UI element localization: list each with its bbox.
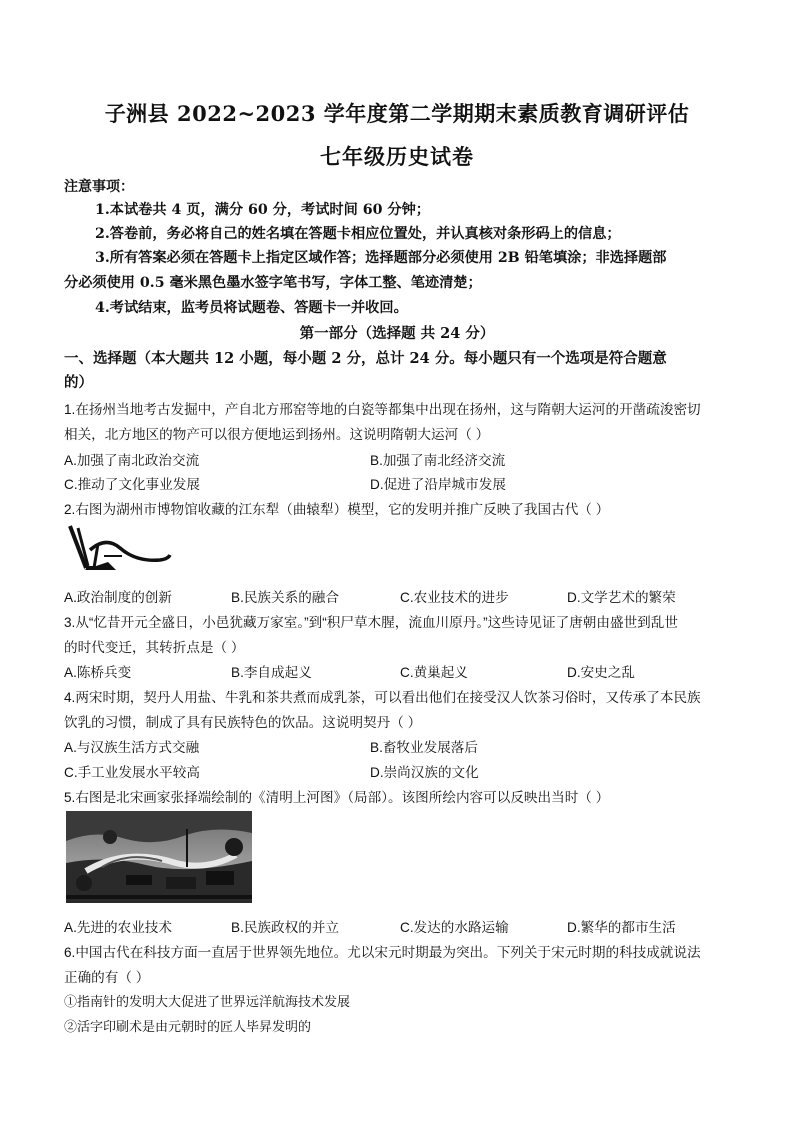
q6-statement-1: ①指南针的发明大大促进了世界远洋航海技术发展 [64,995,351,1010]
q3-option-b: B.李自成起义 [231,665,312,680]
q1-option-b: B.加强了南北经济交流 [370,453,506,468]
q3-stem: 3.从“忆昔开元全盛日，小邑犹藏万家室。”到“积尸草木腥，流血川原丹。”这些诗见证了唐朝由盛世到乱世 [64,615,678,630]
section-instruction-cont: 的） [64,374,93,391]
section-title: 第一部分（选择题 共 24 分） [299,325,495,342]
plough-illustration [64,522,176,576]
note-3: 3.所有答案必须在答题卡上指定区域作答；选择题部分必须使用 2B 铅笔填涂；非选择题部 [95,250,667,266]
q5-option-c: C.发达的水路运输 [400,920,509,935]
q3-option-a: A.陈桥兵变 [64,665,132,680]
note-4: 4.考试结束，监考员将试题卷、答题卡一并收回。 [95,300,408,316]
q1-stem-cont: 相关，北方地区的物产可以很方便地运到扬州。这说明隋朝大运河（ ） [64,427,490,442]
q6-statement-2: ②活字印刷术是由元朝时的匠人毕昇发明的 [64,1020,312,1035]
q4-option-b: B.畜牧业发展落后 [370,740,478,755]
q3-option-c: C.黄巢起义 [400,665,468,680]
notes-heading: 注意事项： [64,179,134,195]
q2-stem: 2.右图为湖州市博物馆收藏的江东犁（曲辕犁）模型，它的发明并推广反映了我国古代（ ） [64,502,610,517]
q4-option-d: D.崇尚汉族的文化 [370,765,479,780]
q5-option-b: B.民族政权的并立 [231,920,339,935]
exam-title: 子洲县 2022~2023 学年度第二学期期末素质教育调研评估 [104,101,690,126]
note-1: 1.本试卷共 4 页，满分 60 分，考试时间 60 分钟； [95,202,430,218]
note-3-cont: 分必须使用 0.5 毫米黑色墨水签字笔书写，字体工整、笔迹清楚； [64,275,482,291]
q4-option-c: C.手工业发展水平较高 [64,765,200,780]
q2-option-c: C.农业技术的进步 [400,590,509,605]
q2-option-b: B.民族关系的融合 [231,590,339,605]
q3-option-d: D.安史之乱 [567,665,635,680]
q1-option-a: A.加强了南北政治交流 [64,453,200,468]
q5-option-d: D.繁华的都市生活 [567,920,676,935]
q3-stem-cont: 的时代变迁，其转折点是（ ） [64,640,245,655]
q1-stem: 1.在扬州当地考古发掘中，产自北方邢窑等地的白瓷等都集中出现在扬州，这与隋朝大运河的开凿疏浚密切 [64,402,701,417]
q6-stem-cont: 正确的有（ ） [64,970,150,985]
q5-option-a: A.先进的农业技术 [64,920,172,935]
q1-option-d: D.促进了沿岸城市发展 [370,477,506,492]
q1-option-c: C.推动了文化事业发展 [64,477,200,492]
q6-stem: 6.中国古代在科技方面一直居于世界领先地位。尤以宋元时期最为突出。下列关于宋元时期的科技成就说法 [64,945,701,960]
q5-stem: 5.右图是北宋画家张择端绘制的《清明上河图》（局部）。该图所绘内容可以反映出当时（ ） [64,790,610,805]
exam-subtitle: 七年级历史试卷 [320,144,474,169]
painting-illustration [66,811,252,903]
q4-option-a: A.与汉族生活方式交融 [64,740,200,755]
note-2: 2.答卷前，务必将自己的姓名填在答题卡相应位置处，并认真核对条形码上的信息； [95,226,621,242]
section-instruction: 一、选择题（本大题共 12 小题，每小题 2 分，总计 24 分。每小题只有一个选项是符合题意 [64,350,667,367]
q2-option-d: D.文学艺术的繁荣 [567,590,676,605]
q4-stem-cont: 饮乳的习惯，制成了具有民族特色的饮品。这说明契丹（ ） [64,715,422,730]
q4-stem: 4.两宋时期，契丹人用盐、牛乳和茶共煮而成乳茶，可以看出他们在接受汉人饮茶习俗时，又传承了本民族 [64,690,701,705]
q2-option-a: A.政治制度的创新 [64,590,172,605]
